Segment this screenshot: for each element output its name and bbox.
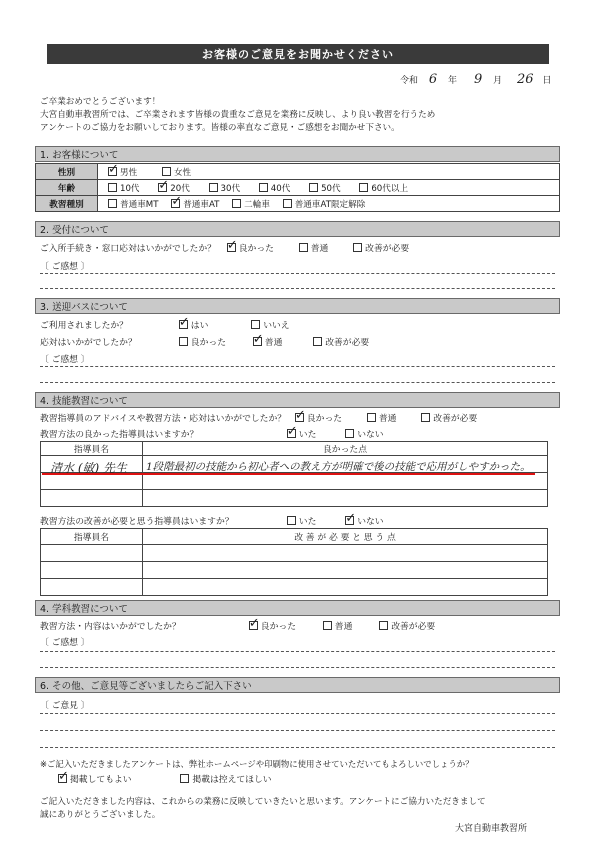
option-label: 50代 bbox=[321, 183, 341, 194]
consent-options bbox=[58, 772, 294, 785]
checkbox[interactable] bbox=[108, 183, 117, 192]
checkbox[interactable] bbox=[323, 621, 332, 630]
date-year-unit: 年 bbox=[448, 76, 458, 86]
option-label: 改善が必要 bbox=[391, 622, 436, 632]
option-label: 普通 bbox=[378, 414, 397, 424]
option-label: 改善が必要 bbox=[433, 414, 478, 424]
good-point-handwritten: 1段階最初の技能から初心者への教え方が明確で後の技能で応用がしやすかった。 bbox=[146, 461, 531, 473]
option-needs-improvement[interactable] bbox=[421, 411, 477, 424]
checkbox-checked[interactable] bbox=[179, 320, 188, 329]
section-5-header: 4. 学科教習について bbox=[35, 600, 560, 616]
option-age-10[interactable] bbox=[108, 182, 140, 194]
checkbox-checked[interactable] bbox=[249, 621, 258, 630]
comment-line[interactable] bbox=[40, 713, 555, 714]
section-2-header: 2. 受付について bbox=[35, 221, 560, 237]
option-label: 40代 bbox=[270, 183, 291, 194]
option-needs-improvement[interactable] bbox=[353, 241, 409, 254]
checkbox[interactable] bbox=[367, 413, 376, 422]
other-comment-label: 〔 ご意見 〕 bbox=[40, 701, 90, 711]
form-title: お客様のご意見をお聞かせください bbox=[47, 44, 549, 64]
checkbox[interactable] bbox=[309, 183, 318, 192]
checkbox-checked[interactable] bbox=[295, 413, 304, 422]
intro-line: 大宮自動車教習所では、ご卒業されます皆様の貴重なご意見を業務に反映し、より良い教習を行うため bbox=[40, 110, 436, 120]
bus-comment-label: 〔 ご感想 〕 bbox=[40, 355, 90, 365]
option-age-40[interactable] bbox=[259, 182, 291, 194]
option-label: 普通 bbox=[334, 622, 353, 632]
option-label: 普通車AT bbox=[183, 199, 220, 210]
option-label: いた bbox=[298, 430, 317, 440]
option-age-20[interactable] bbox=[158, 182, 190, 194]
table-cell[interactable] bbox=[41, 490, 143, 507]
comment-line[interactable] bbox=[40, 651, 555, 652]
bus-service-row bbox=[40, 335, 391, 348]
checkbox[interactable] bbox=[421, 413, 430, 422]
option-yes[interactable] bbox=[179, 318, 209, 331]
improve-instructor-row bbox=[40, 514, 406, 527]
checkbox[interactable] bbox=[299, 243, 308, 252]
section-1-header: 1. お客様について bbox=[35, 146, 560, 162]
option-needs-improvement[interactable] bbox=[313, 335, 369, 348]
comment-line[interactable] bbox=[40, 667, 555, 668]
intro-line: アンケートのご協力をお願いしております。皆様の率直なご意見・ご感想をお聞かせ下さい。 bbox=[40, 123, 400, 133]
column-header: 改 善 が 必 要 と 思 う 点 bbox=[143, 529, 548, 545]
date-day: 26 bbox=[516, 72, 534, 87]
checkbox[interactable] bbox=[283, 199, 292, 208]
comment-line[interactable] bbox=[40, 288, 555, 289]
option-label: 普通 bbox=[310, 244, 329, 254]
checkbox[interactable] bbox=[209, 183, 218, 192]
column-header: 指導員名 bbox=[41, 442, 143, 456]
option-age-60[interactable] bbox=[359, 182, 408, 194]
option-label: 掲載は控えてほしい bbox=[192, 775, 272, 785]
date-day-unit: 日 bbox=[542, 76, 552, 86]
question-text: 教習方法・内容はいかがでしたか？ bbox=[40, 622, 181, 632]
option-yes[interactable] bbox=[287, 427, 317, 440]
option-normal[interactable] bbox=[253, 335, 283, 348]
classroom-question-row bbox=[40, 619, 457, 632]
option-label: いない bbox=[357, 430, 384, 440]
option-good[interactable] bbox=[295, 411, 342, 424]
footer-line: 誠にありがとうございました。 bbox=[40, 810, 161, 820]
option-motorcycle[interactable] bbox=[232, 198, 270, 210]
option-label: 60代以上 bbox=[371, 183, 409, 194]
checkbox[interactable] bbox=[259, 183, 268, 192]
checkbox-checked[interactable] bbox=[158, 183, 167, 192]
checkbox-checked[interactable] bbox=[287, 429, 296, 438]
checkbox[interactable] bbox=[353, 243, 362, 252]
comment-line[interactable] bbox=[40, 747, 555, 748]
option-label: 普通車MT bbox=[120, 199, 159, 210]
option-no[interactable] bbox=[345, 514, 383, 527]
option-male[interactable] bbox=[108, 166, 137, 178]
instructor-name-handwritten: 清水 (敏) 先生 bbox=[50, 461, 127, 475]
classroom-comment-label: 〔 ご感想 〕 bbox=[40, 638, 90, 648]
option-label: 二輪車 bbox=[244, 199, 270, 210]
checkbox-checked[interactable] bbox=[171, 199, 180, 208]
checkbox[interactable] bbox=[345, 429, 354, 438]
table-cell[interactable] bbox=[41, 562, 143, 579]
course-label: 教習種別 bbox=[36, 196, 98, 212]
option-label: いない bbox=[357, 517, 384, 527]
red-underline bbox=[42, 473, 535, 475]
date-line bbox=[400, 72, 551, 87]
question-text: 教習指導員のアドバイスや教習方法・応対はいかがでしたか？ bbox=[40, 414, 287, 424]
option-label: 男性 bbox=[120, 167, 138, 178]
option-age-50[interactable] bbox=[309, 182, 341, 194]
comment-line[interactable] bbox=[40, 382, 555, 383]
checkbox[interactable] bbox=[232, 199, 241, 208]
option-label: 良かった bbox=[306, 414, 343, 424]
date-year: 6 bbox=[428, 72, 438, 87]
comment-line[interactable] bbox=[40, 730, 555, 731]
date-era: 令和 bbox=[400, 76, 419, 86]
table-cell[interactable] bbox=[41, 545, 143, 562]
option-label: 普通 bbox=[264, 338, 283, 348]
consent-question: ※ご記入いただきましたアンケートは、弊社ホームページや印刷物に使用させていただいてもよろしいでしょうか？ bbox=[40, 759, 474, 769]
table-cell[interactable] bbox=[143, 473, 548, 490]
checkbox[interactable] bbox=[287, 516, 296, 525]
reception-question-row bbox=[40, 241, 431, 254]
comment-line[interactable] bbox=[40, 366, 555, 367]
option-label: 良かった bbox=[238, 244, 274, 254]
option-no[interactable] bbox=[345, 427, 383, 440]
checkbox-checked[interactable] bbox=[253, 337, 262, 346]
table-cell[interactable] bbox=[41, 579, 143, 596]
checkbox[interactable] bbox=[108, 199, 117, 208]
comment-line[interactable] bbox=[40, 273, 555, 274]
option-age-30[interactable] bbox=[209, 182, 241, 194]
option-label: はい bbox=[190, 321, 209, 331]
option-label: 改善が必要 bbox=[365, 244, 410, 254]
option-label: 30代 bbox=[220, 183, 241, 194]
option-label: 良かった bbox=[190, 338, 226, 348]
intro-line: ご卒業おめでとうございます！ bbox=[40, 97, 161, 107]
option-label: 女性 bbox=[173, 167, 192, 178]
gender-label: 性別 bbox=[36, 164, 98, 180]
footer-line: ご記入いただきました内容は、これからの業務に反映していきたいと思います。アンケートにご協力いただきまして bbox=[40, 797, 486, 807]
checkbox[interactable] bbox=[162, 167, 171, 176]
option-label: 良かった bbox=[260, 622, 296, 632]
checkbox-checked[interactable] bbox=[108, 167, 117, 176]
question-text: 教習方法の良かった指導員はいますか？ bbox=[40, 430, 199, 440]
question-text: 応対はいかがでしたか？ bbox=[40, 338, 137, 348]
checkbox[interactable] bbox=[179, 337, 188, 346]
intro-text bbox=[40, 96, 560, 135]
option-label: 20代 bbox=[170, 183, 190, 194]
option-at[interactable] bbox=[171, 198, 219, 210]
table-cell[interactable] bbox=[143, 562, 548, 579]
age-options bbox=[98, 180, 560, 196]
column-header: 良かった点 bbox=[143, 442, 548, 456]
checkbox[interactable] bbox=[313, 337, 322, 346]
table-cell[interactable] bbox=[143, 545, 548, 562]
date-month-unit: 月 bbox=[493, 76, 503, 86]
instructor-advice-row bbox=[40, 411, 477, 424]
school-name: 大宮自動車教習所 bbox=[455, 824, 528, 834]
improve-instructor-table bbox=[40, 528, 548, 596]
option-female[interactable] bbox=[162, 166, 191, 178]
option-label: 掲載してもよい bbox=[70, 775, 132, 785]
date-month: 9 bbox=[473, 72, 483, 87]
option-good[interactable] bbox=[249, 619, 296, 632]
option-at-limit[interactable] bbox=[283, 198, 366, 210]
question-text: ご利用されましたか？ bbox=[40, 321, 128, 331]
option-label: 改善が必要 bbox=[325, 338, 370, 348]
checkbox[interactable] bbox=[359, 183, 368, 192]
section-6-header: 6. その他、ご意見等ございましたらご記入下さい bbox=[35, 677, 560, 693]
checkbox-checked[interactable] bbox=[58, 774, 67, 783]
option-label: いいえ bbox=[263, 321, 290, 331]
reception-comment-label: 〔 ご感想 〕 bbox=[40, 262, 90, 272]
customer-info-table bbox=[35, 163, 560, 212]
age-label: 年齢 bbox=[36, 180, 98, 196]
option-label: 10代 bbox=[120, 183, 140, 194]
course-options bbox=[98, 196, 560, 212]
bus-usage-row bbox=[40, 318, 312, 331]
option-normal[interactable] bbox=[299, 241, 329, 254]
option-label: 普通車AT限定解除 bbox=[294, 199, 366, 210]
good-instructor-row bbox=[40, 427, 406, 440]
option-normal[interactable] bbox=[323, 619, 353, 632]
option-deny-publish[interactable] bbox=[180, 772, 271, 785]
section-4-header: 4. 技能教習について bbox=[35, 392, 560, 408]
checkbox[interactable] bbox=[251, 320, 260, 329]
checkbox[interactable] bbox=[180, 774, 189, 783]
checkbox-checked[interactable] bbox=[345, 516, 354, 525]
option-yes[interactable] bbox=[287, 514, 317, 527]
section-3-header: 3. 送迎バスについて bbox=[35, 298, 560, 314]
table-cell[interactable] bbox=[143, 579, 548, 596]
question-text: ご入所手続き・窓口応対はいかがでしたか？ bbox=[40, 244, 216, 254]
option-mt[interactable] bbox=[108, 198, 158, 210]
option-normal[interactable] bbox=[367, 411, 397, 424]
option-good[interactable] bbox=[227, 241, 274, 254]
table-cell[interactable] bbox=[143, 490, 548, 507]
footer-text bbox=[40, 796, 570, 822]
column-header: 指導員名 bbox=[41, 529, 143, 545]
option-no[interactable] bbox=[251, 318, 289, 331]
checkbox[interactable] bbox=[379, 621, 388, 630]
option-good[interactable] bbox=[179, 335, 226, 348]
option-needs-improvement[interactable] bbox=[379, 619, 435, 632]
option-label: いた bbox=[298, 517, 317, 527]
question-text: 教習方法の改善が必要と思う指導員はいますか？ bbox=[40, 517, 234, 527]
checkbox-checked[interactable] bbox=[227, 243, 236, 252]
option-allow-publish[interactable] bbox=[58, 772, 132, 785]
